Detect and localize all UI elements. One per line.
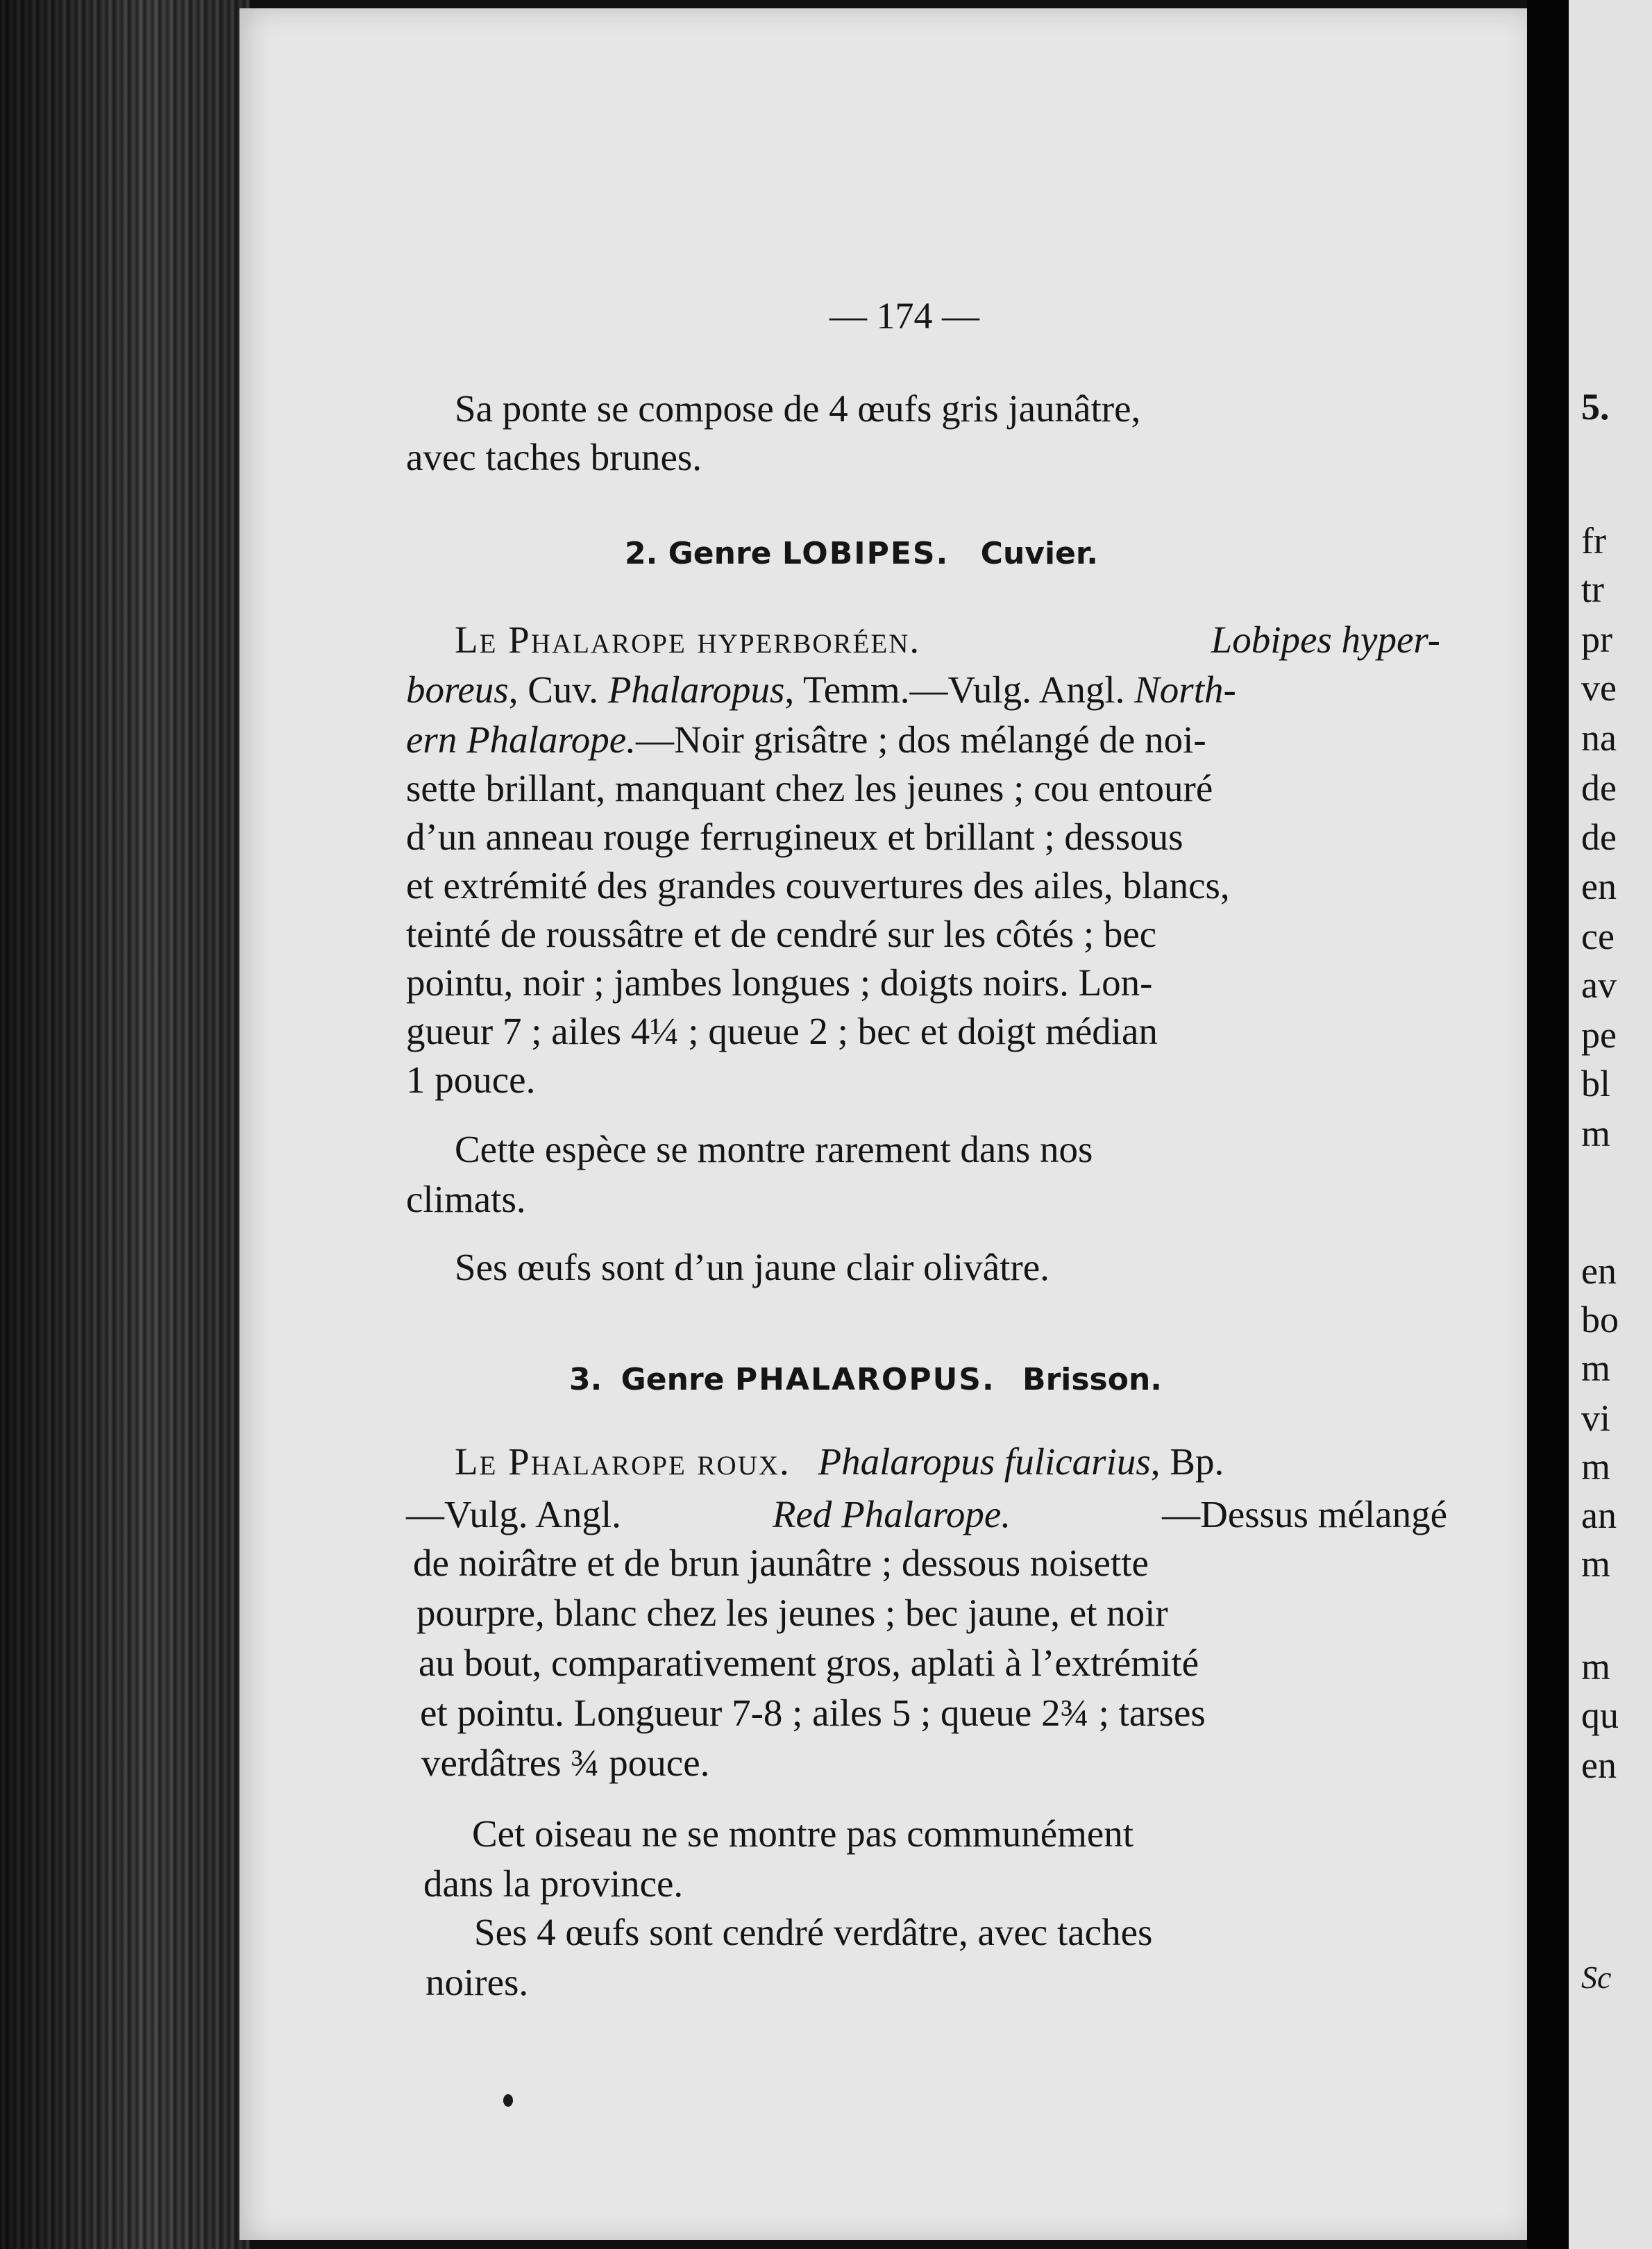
entry-line: sette brillant, manquant chez les jeunes ; cou entouré [406,767,1213,809]
english-name-fragment: North- [1134,668,1236,711]
heading-number: 2. [625,536,658,571]
heading-author: Brisson. [1022,1362,1163,1397]
next-page-fragment: bl [1581,1063,1611,1104]
next-page-fragment: vi [1581,1397,1611,1439]
page-number: — 174 — [829,295,979,337]
next-page-fragment: m [1581,1646,1611,1687]
entry-line: pourpre, blanc chez les jeunes ; bec jaune, et noir [416,1592,1168,1634]
heading-genre: Genre [668,536,772,571]
next-page-fragment: m [1581,1113,1611,1154]
genre-heading-lobipes [625,536,1098,571]
entry-line: et extrémité des grandes couvertures des ailes, blancs, [406,864,1230,907]
next-page-fragment: bo [1581,1299,1619,1340]
next-page-fragment: tr [1581,568,1604,610]
heading-genre: Genre [621,1362,725,1397]
english-name-fragment: Red Phalarope. [772,1493,1011,1535]
facing-page-fragment [1569,0,1652,2249]
next-page-fragment: an [1581,1494,1617,1536]
next-page-fragment: ce [1581,916,1615,957]
next-page-fragment: en [1581,866,1617,907]
entry-line: 1 pouce. [406,1059,536,1101]
text-line: Ses œufs sont d’un jaune clair olivâtre. [455,1246,1050,1288]
next-page-fragment: de [1581,816,1617,858]
entry-line [406,668,1236,711]
next-page-fragment: 5. [1581,386,1610,428]
page-gutter [1527,0,1569,2249]
entry-line: pointu, noir ; jambes longues ; doigts noirs. Lon- [406,961,1153,1004]
latin-fragment: Phalaropus [607,668,785,711]
text-line: Cette espèce se montre rarement dans nos [455,1128,1093,1170]
entry-line [406,1492,1447,1536]
next-page-fragment: en [1581,1744,1617,1786]
next-page-fragment: pr [1581,618,1612,660]
text-fragment: , Cuv. [508,668,599,711]
book-edge-shadow [0,0,250,2249]
text-fragment: —Vulg. Angl. [406,1493,621,1535]
next-page-fragment: pe [1581,1014,1617,1056]
text-line: Ses 4 œufs sont cendré verdâtre, avec taches [474,1911,1153,1953]
entry-line: gueur 7 ; ailes 4¼ ; queue 2 ; bec et doigt médian [406,1010,1158,1052]
english-name-fragment: ern Phalarope. [406,718,636,761]
next-page-fragment: m [1581,1446,1611,1488]
next-page-fragment: de [1581,767,1617,809]
text-line: climats. [406,1178,526,1220]
entry-line: verdâtres ¾ pouce. [421,1742,710,1784]
entry-line [406,718,1206,761]
species-common-name: Le Phalarope hyperboréen. [455,618,921,661]
text-fragment: —Dessus mélangé [1162,1493,1447,1535]
entry-line [455,1440,1224,1483]
latin-fragment: boreus [406,668,509,711]
entry-line: d’un anneau rouge ferrugineux et brillant ; dessous [406,816,1183,858]
entry-line: au bout, comparativement gros, aplati à l’extrémité [419,1642,1199,1684]
book-page [239,8,1527,2240]
next-page-fragment: en [1581,1250,1617,1292]
species-latin-name: Phalaropus fulicarius [818,1440,1151,1483]
next-page-fragment: na [1581,717,1617,759]
species-common-name: Le Phalarope roux. [455,1440,791,1483]
next-page-fragment: m [1581,1347,1611,1389]
heading-author: Cuvier. [980,536,1099,571]
next-page-fragment: fr [1581,520,1606,562]
text-line: noires. [425,1961,529,2003]
entry-line: de noirâtre et de brun jaunâtre ; dessous noisette [413,1542,1149,1584]
genre-heading-phalaropus [569,1362,1162,1397]
next-page-fragment: qu [1581,1694,1619,1736]
entry-line: et pointu. Longueur 7-8 ; ailes 5 ; queue 2¾ ; tarses [420,1692,1206,1734]
heading-genus-name: PHALAROPUS. [734,1362,995,1397]
text-line: Cet oiseau ne se montre pas communément [472,1812,1134,1855]
text-fragment: —Noir grisâtre ; dos mélangé de noi- [635,718,1206,761]
entry-line [455,618,1440,662]
next-page-fragment: m [1581,1543,1611,1585]
entry-line: teinté de roussâtre et de cendré sur les côtés ; bec [406,913,1157,955]
ink-speck [503,2094,513,2107]
text-line: avec taches brunes. [406,436,702,478]
text-line: dans la province. [423,1862,684,1905]
next-page-fragment: Sc [1581,1960,1612,1995]
heading-number: 3. [569,1362,602,1397]
text-fragment: , Temm.—Vulg. Angl. [784,668,1125,711]
text-line: Sa ponte se compose de 4 œufs gris jaunâtre, [455,387,1141,430]
heading-genus-name: LOBIPES. [782,536,950,571]
text-fragment: , Bp. [1150,1440,1224,1483]
next-page-fragment: ve [1581,667,1617,709]
species-latin-name: Lobipes hyper- [1211,618,1440,661]
next-page-fragment: av [1581,964,1617,1006]
